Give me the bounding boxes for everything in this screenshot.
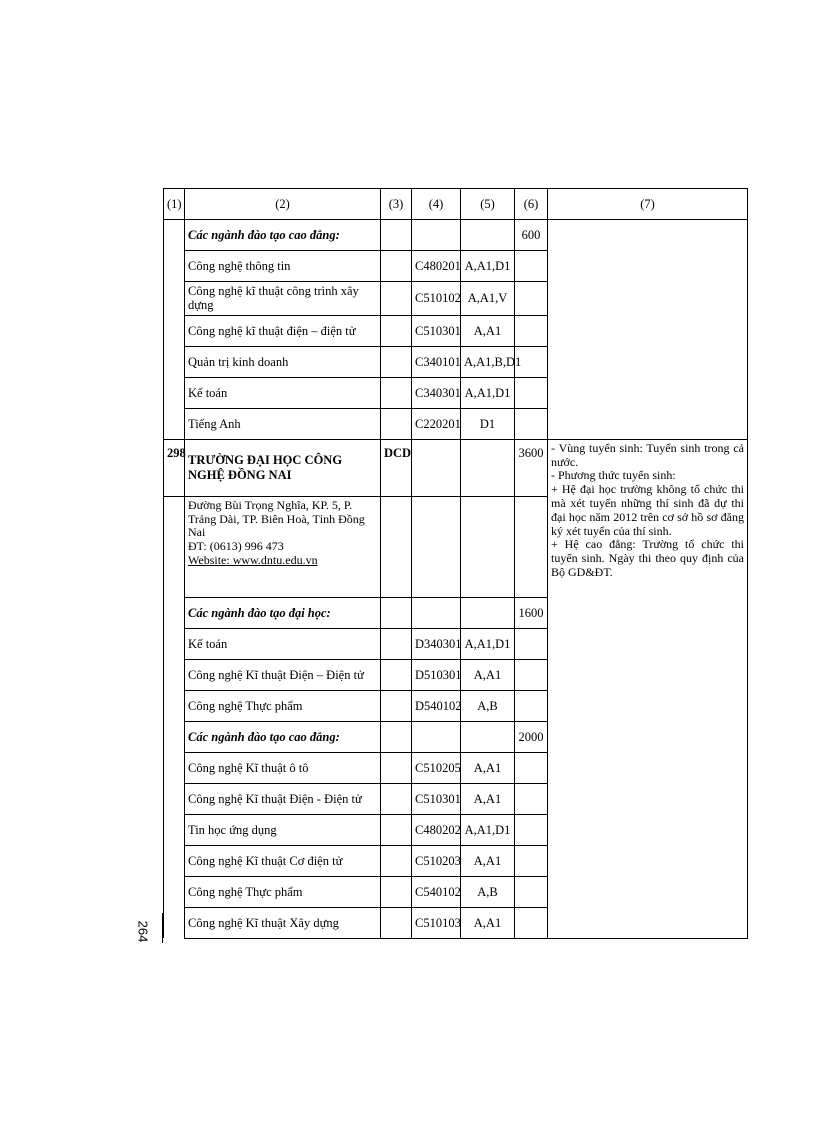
exam-block: A,B xyxy=(461,690,515,721)
school-quota: 3600 xyxy=(515,439,548,496)
empty-cell xyxy=(461,496,515,597)
program-name: Công nghệ Thực phẩm xyxy=(185,690,381,721)
admissions-table xyxy=(163,188,748,939)
program-code: D510301 xyxy=(412,659,461,690)
empty-cell xyxy=(515,377,548,408)
program-name: Tin học ứng dụng xyxy=(185,814,381,845)
school-name: TRƯỜNG ĐẠI HỌC CÔNG NGHỆ ĐỒNG NAI xyxy=(185,439,381,496)
school-number: 298 xyxy=(164,439,185,496)
empty-cell xyxy=(381,346,412,377)
section-quota: 2000 xyxy=(515,721,548,752)
header-row xyxy=(164,189,748,220)
empty-cell xyxy=(461,721,515,752)
header-col-5: (5) xyxy=(461,189,515,220)
exam-block: A,A1 xyxy=(461,659,515,690)
empty-cell xyxy=(381,377,412,408)
section-quota: 600 xyxy=(515,220,548,251)
school-code: DCD xyxy=(381,439,412,496)
program-code: C510203 xyxy=(412,845,461,876)
program-name: Tiếng Anh xyxy=(185,408,381,439)
empty-cell xyxy=(381,659,412,690)
header-col-2: (2) xyxy=(185,189,381,220)
exam-block: A,A1,D1 xyxy=(461,814,515,845)
empty-cell xyxy=(381,251,412,282)
empty-cell xyxy=(381,845,412,876)
program-name: Quản trị kinh doanh xyxy=(185,346,381,377)
program-code: C340301 xyxy=(412,377,461,408)
program-name: Công nghệ Kĩ thuật Điện - Điện tử xyxy=(185,783,381,814)
empty-cell xyxy=(381,496,412,597)
empty-cell xyxy=(515,783,548,814)
empty-cell xyxy=(515,814,548,845)
admission-notes xyxy=(548,439,748,938)
program-name: Công nghệ kĩ thuật công trình xây dựng xyxy=(185,282,381,316)
empty-cell xyxy=(381,628,412,659)
program-code: C220201 xyxy=(412,408,461,439)
empty-cell xyxy=(381,690,412,721)
program-name: Công nghệ Thực phẩm xyxy=(185,876,381,907)
empty-cell xyxy=(381,220,412,251)
empty-cell xyxy=(461,220,515,251)
empty-cell xyxy=(515,690,548,721)
program-name: Công nghệ Kĩ thuật Điện – Điện tử xyxy=(185,659,381,690)
empty-cell xyxy=(412,220,461,251)
exam-block: D1 xyxy=(461,408,515,439)
empty-cell xyxy=(412,496,461,597)
program-code: C540102 xyxy=(412,876,461,907)
empty-cell xyxy=(412,721,461,752)
empty-cell xyxy=(381,315,412,346)
empty-cell xyxy=(515,845,548,876)
empty-cell xyxy=(515,408,548,439)
empty-cell xyxy=(381,907,412,938)
empty-cell xyxy=(381,597,412,628)
empty-cell xyxy=(515,628,548,659)
exam-block: A,A1,D1 xyxy=(461,251,515,282)
school-row xyxy=(164,439,748,496)
program-name: Kế toán xyxy=(185,628,381,659)
program-name: Công nghệ Kĩ thuật ô tô xyxy=(185,752,381,783)
note-line: - Phương thức tuyển sinh: xyxy=(551,468,676,483)
header-col-3: (3) xyxy=(381,189,412,220)
exam-block: A,A1 xyxy=(461,315,515,346)
note-line: + Hệ cao đẳng: Trường tổ chức thi tuyển sinh. Ngày thi theo quy định của Bộ GD&ĐT. xyxy=(551,537,744,579)
empty-cell xyxy=(381,814,412,845)
program-code: C510103 xyxy=(412,907,461,938)
empty-cell xyxy=(381,783,412,814)
program-code: C510205 xyxy=(412,752,461,783)
address-line: Đường Bùi Trọng Nghĩa, KP. 5, P. Trảng Dài, TP. Biên Hoà, Tỉnh Đồng Nai xyxy=(188,497,365,540)
header-col-1: (1) xyxy=(164,189,185,220)
empty-cell xyxy=(461,439,515,496)
empty-cell xyxy=(515,876,548,907)
section-quota: 1600 xyxy=(515,597,548,628)
program-code: C480201 xyxy=(412,251,461,282)
empty-cell xyxy=(515,315,548,346)
empty-cell xyxy=(461,597,515,628)
note-line: + Hệ đại học trường không tổ chức thi mà xét tuyển những thí sinh đã dự thi đại học năm 2012 trên cơ sở hồ sơ đăng ký xét tuyển của thí sinh. xyxy=(551,482,744,538)
program-code: D340301 xyxy=(412,628,461,659)
exam-block: A,B xyxy=(461,876,515,907)
section-heading: Các ngành đào tạo cao đẳng: xyxy=(185,721,381,752)
empty-cell xyxy=(164,220,185,440)
empty-cell xyxy=(515,282,548,316)
empty-cell xyxy=(515,752,548,783)
program-code: C510102 xyxy=(412,282,461,316)
exam-block: A,A1,D1 xyxy=(461,628,515,659)
note-line: - Vùng tuyển sinh: Tuyển sinh trong cả nước. xyxy=(551,440,744,469)
program-name: Công nghệ kĩ thuật điện – điện tử xyxy=(185,315,381,346)
empty-cell xyxy=(412,439,461,496)
exam-block: A,A1,D1 xyxy=(461,377,515,408)
empty-cell xyxy=(515,251,548,282)
exam-block: A,A1,B,D1 xyxy=(461,346,515,377)
empty-cell xyxy=(381,752,412,783)
program-name: Công nghệ Kĩ thuật Xây dựng xyxy=(185,907,381,938)
page-number: 264 xyxy=(135,920,151,943)
program-code: D540102 xyxy=(412,690,461,721)
exam-block: A,A1 xyxy=(461,783,515,814)
empty-cell xyxy=(381,282,412,316)
website-line: Website: www.dntu.edu.vn xyxy=(188,552,318,567)
empty-cell xyxy=(381,408,412,439)
program-name: Công nghệ Kĩ thuật Cơ điện tử xyxy=(185,845,381,876)
section-heading-row xyxy=(164,220,748,251)
header-col-6: (6) xyxy=(515,189,548,220)
exam-block: A,A1 xyxy=(461,845,515,876)
empty-cell xyxy=(381,876,412,907)
header-col-7: (7) xyxy=(548,189,748,220)
program-name: Kế toán xyxy=(185,377,381,408)
program-code: C510301 xyxy=(412,783,461,814)
program-code: C340101 xyxy=(412,346,461,377)
exam-block: A,A1 xyxy=(461,907,515,938)
program-code: C480202 xyxy=(412,814,461,845)
school-address xyxy=(185,496,381,597)
program-code: C510301 xyxy=(412,315,461,346)
program-name: Công nghệ thông tin xyxy=(185,251,381,282)
phone-line: ĐT: (0613) 996 473 xyxy=(188,539,284,554)
empty-cell xyxy=(515,907,548,938)
exam-block: A,A1 xyxy=(461,752,515,783)
empty-cell xyxy=(412,597,461,628)
notes-empty xyxy=(548,220,748,440)
header-col-4: (4) xyxy=(412,189,461,220)
empty-cell xyxy=(164,496,185,938)
section-heading: Các ngành đào tạo cao đẳng: xyxy=(185,220,381,251)
section-heading: Các ngành đào tạo đại học: xyxy=(185,597,381,628)
empty-cell xyxy=(515,496,548,597)
empty-cell xyxy=(515,659,548,690)
empty-cell xyxy=(381,721,412,752)
exam-block: A,A1,V xyxy=(461,282,515,316)
